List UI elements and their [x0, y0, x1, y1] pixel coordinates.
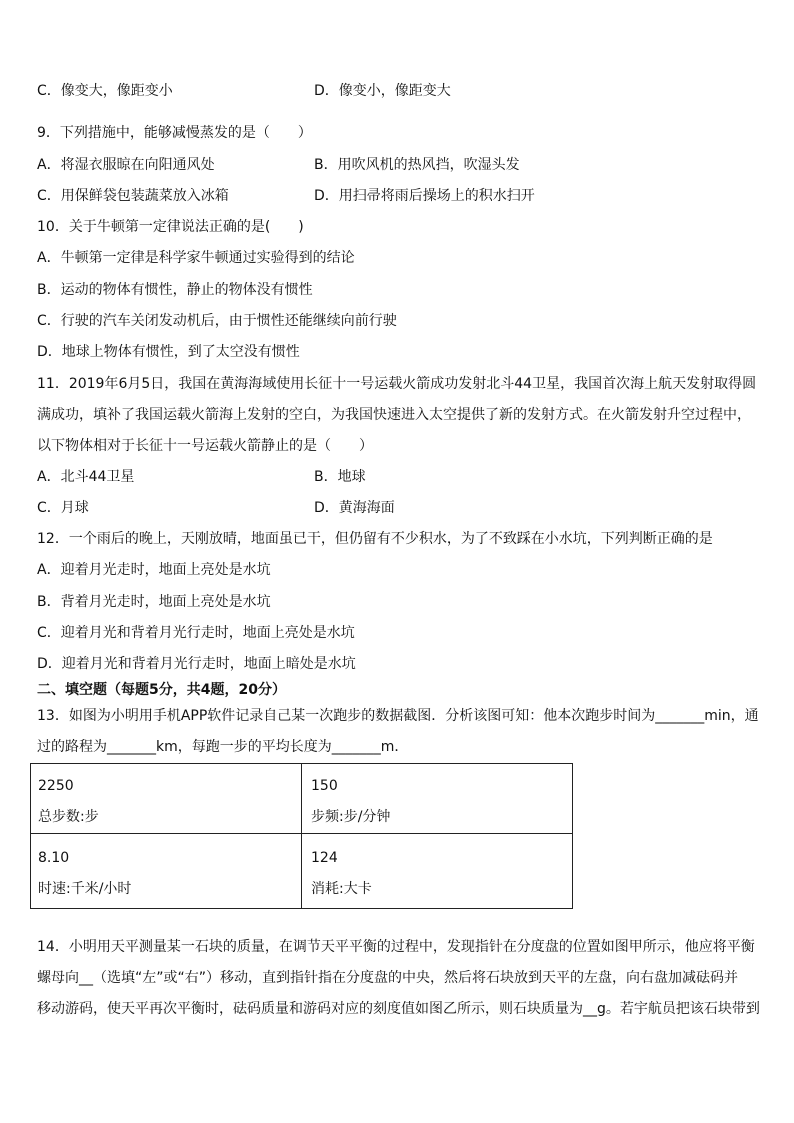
- q12-stem: 12．一个雨后的晚上，天刚放晴，地面虽已干，但仍留有不少积水，为了不致踩在小水坑，下列判断正确的是: [37, 531, 713, 547]
- q9-option-a: A．将湿衣服晾在向阳通风处: [37, 157, 215, 173]
- q10-stem: 10．关于牛顿第一定律说法正确的是( ): [37, 219, 304, 235]
- speed-label: 时速:千米/小时: [38, 881, 132, 897]
- calories-label: 消耗:大卡: [311, 881, 372, 897]
- q9-option-c: C．用保鲜袋包装蔬菜放入冰箱: [37, 188, 229, 204]
- q12-option-b: B．背着月光走时，地面上亮处是水坑: [37, 594, 271, 610]
- q10-option-b: B．运动的物体有惯性，静止的物体没有惯性: [37, 282, 313, 298]
- q12-option-a: A．迎着月光走时，地面上亮处是水坑: [37, 562, 271, 578]
- q8-option-c: C．像变大，像距变小: [37, 83, 173, 99]
- calories-value: 124: [311, 850, 338, 866]
- q13-stem-line2: 过的路程为_______km，每跑一步的平均长度为_______m．: [37, 739, 409, 755]
- q11-option-d: D．黄海海面: [314, 500, 395, 516]
- q14-stem-line3: 移动游码，使天平再次平衡时，砝码质量和游码对应的刻度值如图乙所示，则石块质量为__g。若宇航员把该石块带到: [37, 1001, 760, 1017]
- q9-option-d: D．用扫帚将雨后操场上的积水扫开: [314, 188, 535, 204]
- q14-stem-line1: 14．小明用天平测量某一石块的质量，在调节天平平衡的过程中，发现指针在分度盘的位置如图甲所示，他应将平衡: [37, 939, 755, 955]
- q11-option-c: C．月球: [37, 500, 89, 516]
- q10-option-d: D．地球上物体有惯性，到了太空没有惯性: [37, 344, 300, 360]
- q14-stem-line2: 螺母向__（选填“左”或“右”）移动，直到指针指在分度盘的中央，然后将石块放到天平的左盘，向右盘加减砝码并: [37, 970, 739, 986]
- q12-option-d: D．迎着月光和背着月光行走时，地面上暗处是水坑: [37, 656, 356, 672]
- running-data-table: [30, 763, 573, 909]
- q12-option-c: C．迎着月光和背着月光行走时，地面上亮处是水坑: [37, 625, 355, 641]
- table-divider-horizontal: [31, 833, 572, 834]
- q11-stem-line3: 以下物体相对于长征十一号运载火箭静止的是（ ）: [37, 438, 373, 454]
- steps-label: 总步数:步: [38, 809, 99, 825]
- q10-option-c: C．行驶的汽车关闭发动机后，由于惯性还能继续向前行驶: [37, 313, 397, 329]
- q11-option-a: A．北斗44卫星: [37, 469, 135, 485]
- speed-value: 8.10: [38, 850, 70, 866]
- q9-option-b: B．用吹风机的热风挡，吹湿头发: [314, 157, 520, 173]
- cadence-value: 150: [311, 778, 338, 794]
- q8-option-d: D．像变小，像距变大: [314, 83, 451, 99]
- q9-stem: 9．下列措施中，能够减慢蒸发的是（ ）: [37, 125, 312, 141]
- q11-stem-line2: 满成功，填补了我国运载火箭海上发射的空白，为我国快速进入太空提供了新的发射方式。在火箭发射升空过程中，: [37, 407, 751, 423]
- table-divider-vertical: [301, 764, 302, 908]
- q11-stem-line1: 11．2019年6月5日，我国在黄海海域使用长征十一号运载火箭成功发射北斗44卫星，我国首次海上航天发射取得圆: [37, 376, 757, 392]
- section-heading: 二、填空题（每题5分，共4题，20分）: [37, 682, 286, 698]
- q10-option-a: A．牛顿第一定律是科学家牛顿通过实验得到的结论: [37, 250, 355, 266]
- cadence-label: 步频:步/分钟: [311, 809, 391, 825]
- q13-stem-line1: 13．如图为小明用手机APP软件记录自己某一次跑步的数据截图．分析该图可知：他本次跑步时间为_______min，通: [37, 708, 759, 724]
- q11-option-b: B．地球: [314, 469, 366, 485]
- steps-value: 2250: [38, 778, 74, 794]
